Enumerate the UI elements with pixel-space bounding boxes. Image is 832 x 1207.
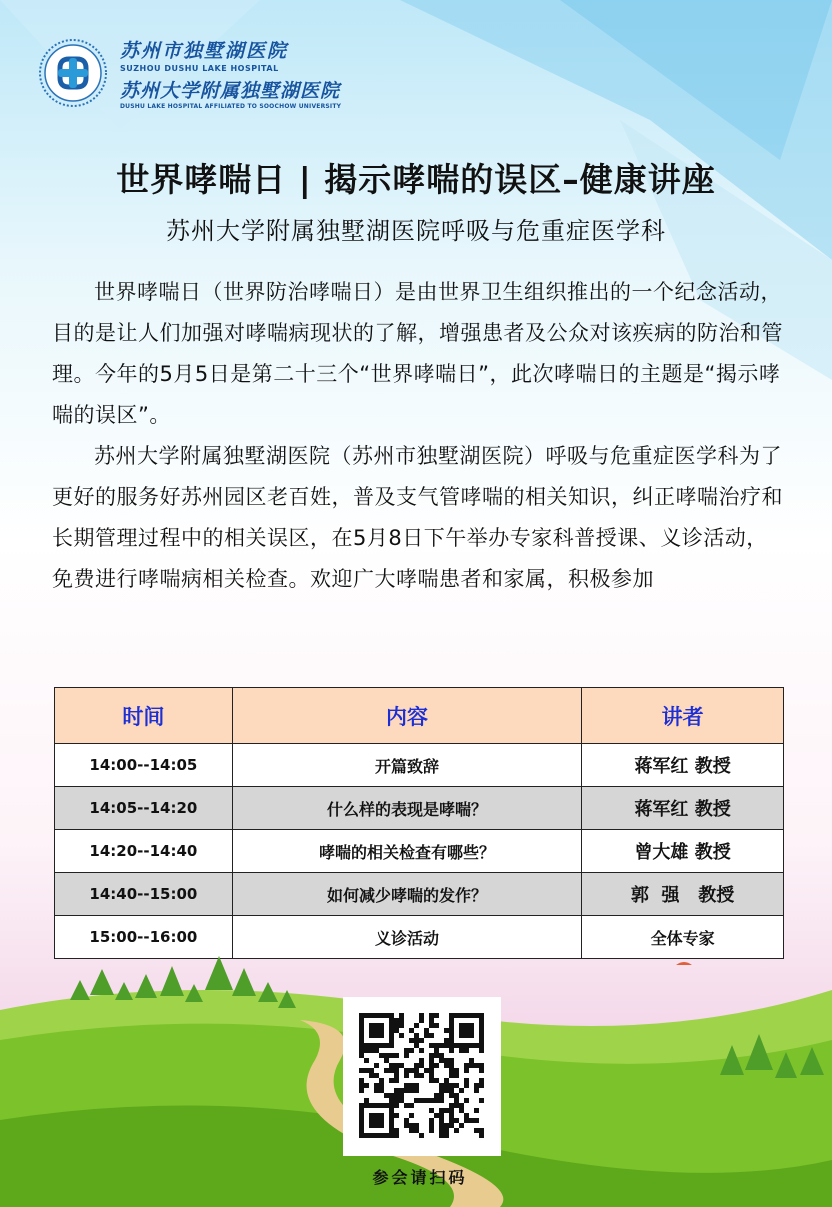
hospital-affiliated-cn: 苏州大学附属独墅湖医院 xyxy=(120,80,341,102)
hospital-name-cn: 苏州市独墅湖医院 xyxy=(120,40,289,62)
cell-speaker: 曾大雄 教授 xyxy=(582,830,784,873)
cell-speaker: 蒋军红 教授 xyxy=(582,787,784,830)
cell-speaker: 全体专家 xyxy=(582,916,784,959)
column-header-speaker: 讲者 xyxy=(582,688,784,744)
qr-code-icon xyxy=(343,997,501,1156)
table-row xyxy=(55,830,784,873)
hospital-header xyxy=(38,36,341,110)
cell-time: 14:40--15:00 xyxy=(55,873,233,916)
poster-subtitle: 苏州大学附属独墅湖医院呼吸与危重症医学科 xyxy=(166,217,666,245)
cell-content: 开篇致辞 xyxy=(232,744,581,787)
cell-speaker: 郭 强 教授 xyxy=(582,873,784,916)
cell-time: 15:00--16:00 xyxy=(55,916,233,959)
table-header-row xyxy=(55,688,784,744)
column-header-time: 时间 xyxy=(55,688,233,744)
column-header-content: 内容 xyxy=(232,688,581,744)
intro-text xyxy=(52,272,787,600)
cell-time: 14:20--14:40 xyxy=(55,830,233,873)
cell-content: 如何减少哮喘的发作？ xyxy=(232,873,581,916)
intro-paragraph: 世界哮喘日（世界防治哮喘日）是由世界卫生组织推出的一个纪念活动，目的是让人们加强对哮喘病现状的了解，增强患者及公众对该疾病的防治和管理。今年的5月5日是第二十三个“世界哮喘日”，此次哮喘日的主题是“揭示哮喘的误区”。 xyxy=(52,280,783,427)
hospital-name-en: SUZHOU DUSHU LAKE HOSPITAL xyxy=(120,64,279,73)
intro-paragraph: 苏州大学附属独墅湖医院（苏州市独墅湖医院）呼吸与危重症医学科为了更好的服务好苏州园区老百姓，普及支气管哮喘的相关知识，纠正哮喘治疗和长期管理过程中的相关误区，在5月8日下午举办专家科普授课、义诊活动，免费进行哮喘病相关检查。欢迎广大哮喘患者和家属，积极参加 xyxy=(52,444,783,591)
qr-code[interactable] xyxy=(343,997,501,1156)
qr-caption: 参会请扫码 xyxy=(372,1168,468,1187)
table-row xyxy=(55,787,784,830)
poster-title: 世界哮喘日 | 揭示哮喘的误区–健康讲座 xyxy=(116,160,716,199)
cell-speaker: 蒋军红 教授 xyxy=(582,744,784,787)
table-row xyxy=(55,873,784,916)
hospital-logo-icon xyxy=(38,38,108,108)
table-row xyxy=(55,744,784,787)
cell-content: 哮喘的相关检查有哪些？ xyxy=(232,830,581,873)
cell-time: 14:00--14:05 xyxy=(55,744,233,787)
hospital-affiliated-en: DUSHU LAKE HOSPITAL AFFILIATED TO SOOCHOW UNIVERSITY xyxy=(120,103,342,110)
cell-time: 14:05--14:20 xyxy=(55,787,233,830)
cell-content: 什么样的表现是哮喘？ xyxy=(232,787,581,830)
schedule-table xyxy=(54,687,784,959)
cell-content: 义诊活动 xyxy=(232,916,581,959)
